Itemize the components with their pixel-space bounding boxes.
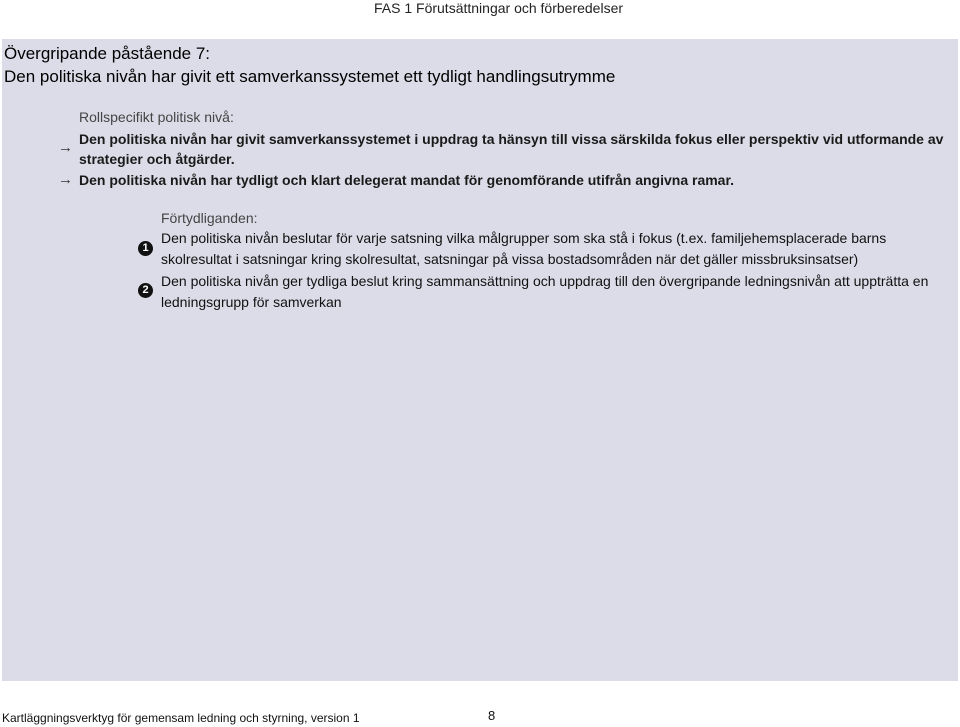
arrow-right-icon: → <box>58 171 73 188</box>
role-item-1: Den politiska nivån har givit samverkanssystemet i uppdrag ta hänsyn till vissa särskilda fokus eller perspektiv vid utformande av strategier och åtgärder. <box>79 131 944 167</box>
clarification-item-2: Den politiska nivån ger tydliga beslut kring sammansättning och uppdrag till den övergripande ledningsnivån att uppträtta en ledningsgrupp för samverkan <box>161 273 929 310</box>
number-badge-1: 1 <box>138 241 153 256</box>
role-section-label: Rollspecifikt politisk nivå: <box>79 109 234 125</box>
clarifications-label: Förtydliganden: <box>161 210 258 226</box>
footer-text: Kartläggningsverktyg för gemensam ledning och styrning, version 1 <box>2 711 360 725</box>
heading-line-1: Övergripande påstående 7: <box>4 44 211 63</box>
arrow-right-icon: → <box>58 139 73 156</box>
heading-line-2: Den politiska nivån har givit ett samverkanssystemet ett tydligt handlingsutrymme <box>4 67 616 86</box>
page-header-title: FAS 1 Förutsättningar och förberedelser <box>374 0 624 16</box>
main-heading <box>4 42 615 88</box>
role-item-2: Den politiska nivån har tydligt och klart delegerat mandat för genomförande utifrån angivna ramar. <box>79 172 735 188</box>
page-number: 8 <box>488 708 496 723</box>
clarification-item-1: Den politiska nivån beslutar för varje satsning vilka målgrupper som ska stå i fokus (t.ex. familjehemsplacerade barns skolresultat i satsningar kring skolresultat, satsningar på vissa bostadsområden när det gäller missbruksinsatser) <box>161 230 887 267</box>
number-badge-2: 2 <box>138 283 153 298</box>
